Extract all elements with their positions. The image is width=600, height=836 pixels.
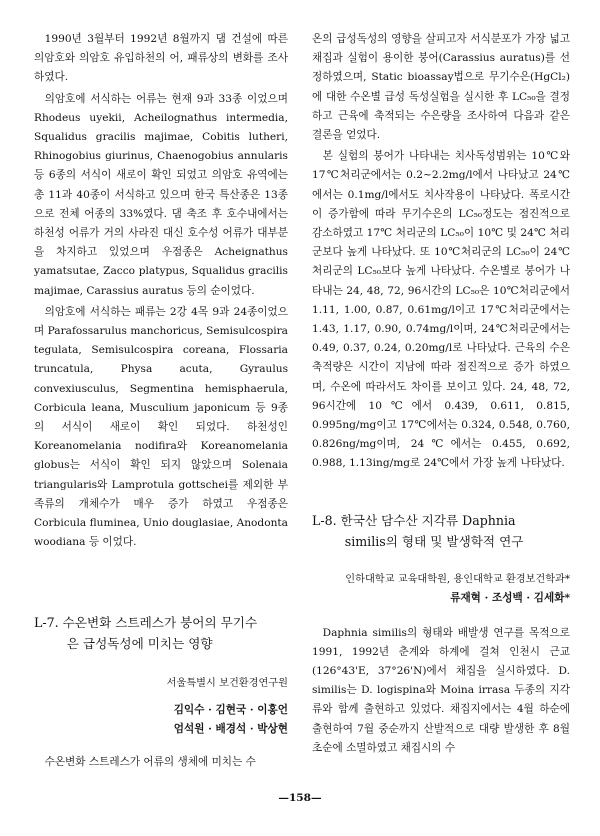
authors: 김익수 · 김현국 · 이홍언	[173, 704, 288, 717]
body-paragraph: Daphnia similis의 형태와 배발생 연구를 목적으로 1991, 1992년 춘계와 하계에 걸쳐 인천시 근교(126°43'E, 37°26'N)에서 채집을 실시하였다. D. similis는 D. logispina와 Moina irrasa 두종의 지각류와 함께 출현하고 있었다. 채집지에서는 4월 하순에 출현하여 7월 중순까지 산발적으로 대량 발생한 후 8월 초순에 소멸하였고 채집시의 수	[312, 626, 570, 754]
section-heading-l8-line1: L-8. 한국산 담수산 지각류 Daphnia	[312, 512, 516, 528]
section-heading-l7	[34, 612, 288, 654]
authors: 류재혁 · 조성백 · 김세화*	[450, 591, 570, 604]
body-paragraph: 수온변화 스트레스가 어류의 생체에 미치는 수	[44, 756, 256, 769]
body-paragraph: 본 실험의 붕어가 나타내는 치사독성범위는 10℃와 17℃처리군에서는 0.2~2.2mg/l에서 나타났고 24℃에서는 0.1mg/l에서도 치사작용이 나타났다. 폭로시간이 증가함에 따라 무기수은의 LC₅₀정도는 점진적으로 감소하였고 17℃ 처리군의 LC₅₀이 10℃ 및 24℃ 처리군보다 높게 나타났다. 또 10℃처리군의 LC₅₀이 24℃처리군의 LC₅₀보다 높게 나타났다. 수온별로 붕어가 나타내는 24, 48, 72, 96시간의 LC₅₀은 10℃처리군에서 1.11, 1.00, 0.87, 0.61mg/l이고 17℃처리군에서는 1.43, 1.17, 0.90, 0.74mg/l이며, 24℃처리군에서는 0.49, 0.37, 0.24, 0.20mg/l로 나타났다. 근육의 수은 축적량은 시간이 지남에 따라 점진적으로 증가 하였으며, 수온에 따라서도 차이를 보이고 있다. 24, 48, 72, 96시간에 10℃에서 0.439, 0.611, 0.815, 0.995ng/mg이고 17℃에서는 0.324, 0.548, 0.760, 0.826ng/mg이며, 24℃에서는 0.455, 0.692, 0.988, 1.13ing/mg로 24℃에서 가장 높게 나타났다.	[312, 150, 570, 470]
right-column	[312, 30, 570, 760]
section-heading-l7-line1: L-7. 수온변화 스트레스가 붕어의 무기수	[34, 615, 258, 631]
body-paragraph: 의암호에 서식하는 패류는 2강 4목 9과 24종이었으며 Parafossarulus manchoricus, Semisulcospira tegulata, Semisulcospira coreana, Flossaria truncatula, Physa acuta, Gyraulus convexiusculus, Segmentina hemisphaerula, Corbicula leana, Musculium japonicum 등 9종의 서식이 새로이 확인 되었다. 하천성인 Koreanomelania nodifira와 Koreanomelania globus는 서식이 확인 되지 않았으며 Solenaia triangularis와 Lamprotula gottschei를 제외한 부족류의 개체수가 매우 증가 하였고 우점종은 Corbicula fluminea, Unio douglasiae, Anodonta woodiana 등 이었다.	[34, 305, 288, 549]
body-paragraph: 온의 급성독성의 영향을 살피고자 서식분포가 가장 넓고 채집과 실험이 용이한 붕어(Carassius auratus)를 선정하였으며, Static bioassay법으로 무기수은(HgCl₂)에 대한 수온별 급성 독성실험을 실시한 후 LC₅₀을 결정하고 근육에 축적되는 수은량을 조사하여 다음과 같은 결론을 얻었다.	[312, 33, 570, 142]
section-heading-l8	[312, 510, 570, 552]
body-paragraph: 의암호에 서식하는 어류는 현재 9과 33종 이었으며 Rhodeus uyekii, Acheilognathus intermedia, Squalidus gracilis majimae, Cobitis lutheri, Rhinogobius giurinus, Chaenogobius annularis등 6종의 서식이 새로이 확인 되었고 의암호 유역에는 총 11과 40종이 서식하고 있으며 한국 특산종은 13종으로 전체 어종의 33%였다. 댐 축조 후 호수내에서는 하천성 어류가 거의 사라진 대신 호수성 어류가 대부분을 차지하고 있었으며 우점종은 Acheignathus yamatsutae, Zacco platypus, Squalidus gracilis majimae, Carassius auratus 등의 순이었다.	[34, 92, 288, 297]
left-column	[34, 30, 288, 775]
page-number: —158—	[278, 792, 322, 804]
affiliation: 서울특별시 보건환경연구원	[166, 678, 288, 690]
body-paragraph: 1990년 3월부터 1992년 8월까지 댐 건설에 따른 의암호와 의암호 유입하천의 어, 패류상의 변화를 조사하였다.	[34, 33, 288, 84]
authors: 엄석원 · 배경석 · 박상현	[173, 723, 288, 736]
section-heading-l8-line2: similis의 형태 및 발생학적 연구	[344, 533, 524, 549]
affiliation: 인하대학교 교육대학원, 용인대학교 환경보건학과*	[345, 573, 570, 585]
section-heading-l7-line2: 은 급성독성에 미치는 영향	[66, 636, 213, 652]
